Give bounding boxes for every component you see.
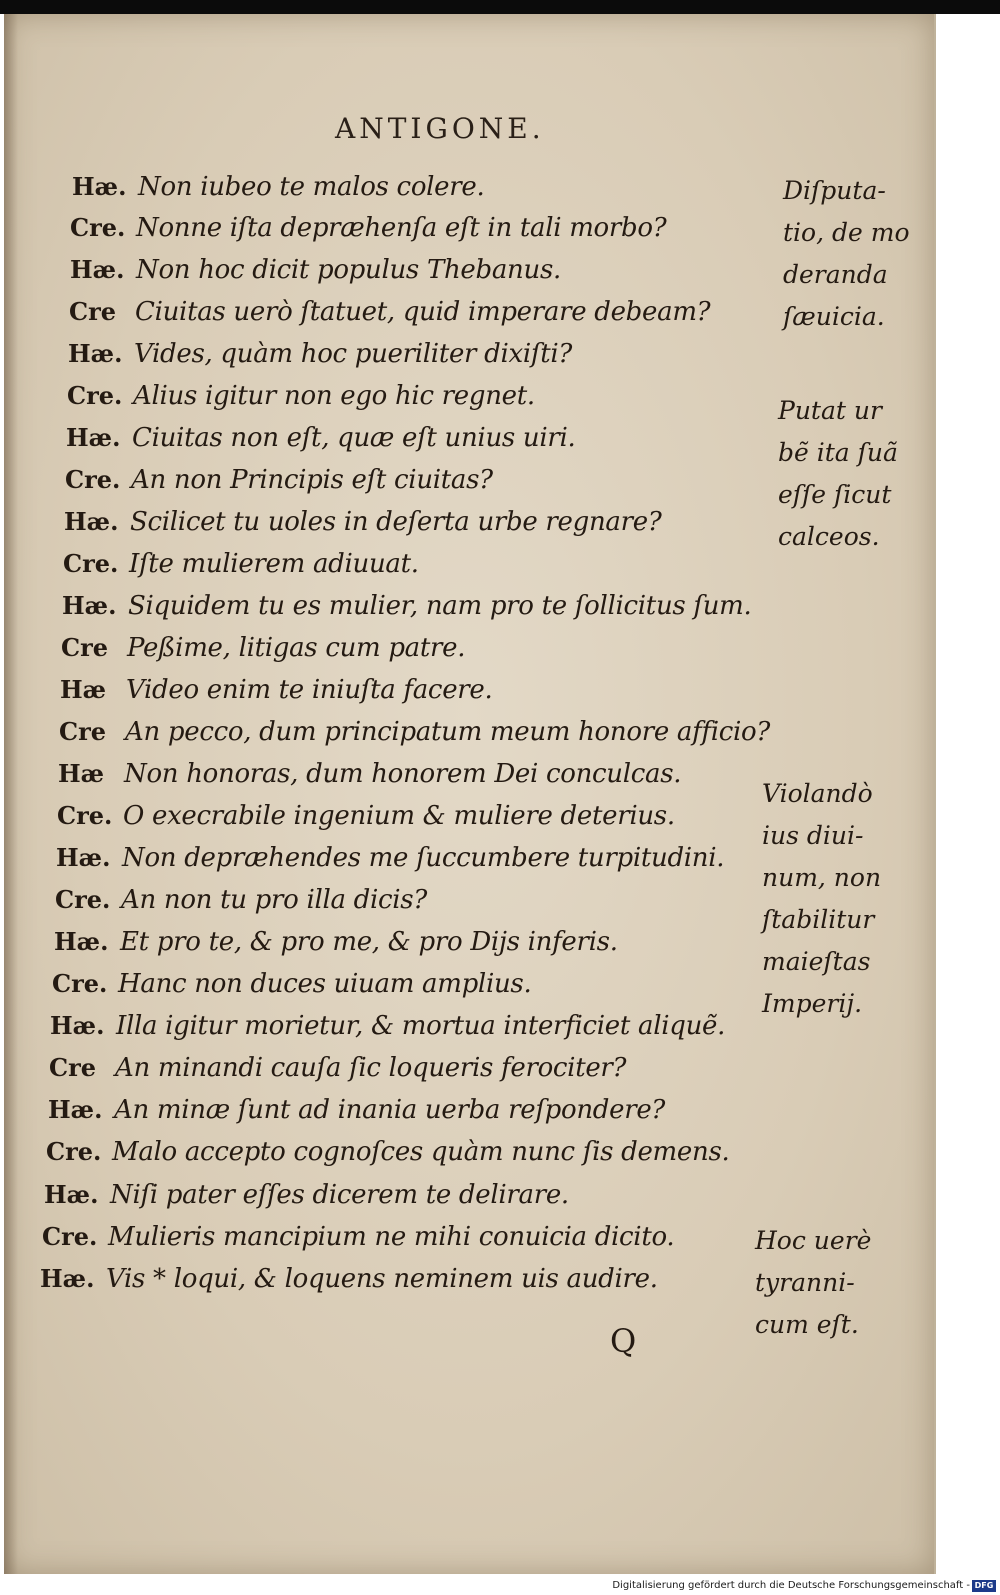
verse-text: Non depræhendes me ſuccumbere turpitudini. xyxy=(122,843,725,873)
verse-text: Nonne iſta depræhenſa eſt in tali morbo? xyxy=(136,213,667,243)
verse-text: O execrabile ingenium & muliere deterius. xyxy=(123,801,675,831)
note-line: deranda xyxy=(783,260,888,289)
speaker-label: Cre xyxy=(59,717,107,746)
speaker-label: Hæ. xyxy=(70,255,125,284)
verse-text: Malo accepto cognoſces quàm nunc ſis demens. xyxy=(112,1137,730,1167)
dialogue-line xyxy=(64,507,661,537)
note-line: Putat ur xyxy=(778,396,882,425)
dialogue-line xyxy=(63,549,419,579)
note-line: bẽ ita ſuã xyxy=(778,438,898,467)
verse-text: Video enim te iniuſta facere. xyxy=(126,675,493,705)
verse-text: An minandi cauſa ſic loqueris ferociter? xyxy=(115,1053,627,1083)
dialogue-line xyxy=(58,759,681,789)
verse-text: Peßime, litigas cum patre. xyxy=(127,633,466,663)
note-line: calceos. xyxy=(778,522,880,551)
marginal-note xyxy=(762,773,881,1025)
speaker-label: Hæ. xyxy=(44,1180,99,1209)
speaker-label: Hæ. xyxy=(48,1095,103,1124)
running-head: ANTIGONE. xyxy=(335,112,545,145)
dialogue-line xyxy=(70,213,666,243)
dialogue-line xyxy=(59,717,770,747)
verse-text: Non hoc dicit populus Thebanus. xyxy=(136,255,561,285)
speaker-label: Cre. xyxy=(42,1222,98,1251)
speaker-label: Cre. xyxy=(63,549,119,578)
note-line: Imperij. xyxy=(762,989,863,1018)
dialogue-line xyxy=(65,465,493,495)
speaker-label: Hæ. xyxy=(40,1264,95,1293)
note-line: Hoc uerè xyxy=(755,1226,872,1255)
note-line: Diſputa- xyxy=(783,176,886,205)
verse-text: Et pro te, & pro me, & pro Dijs inferis. xyxy=(120,927,618,957)
speaker-label: Cre. xyxy=(67,381,123,410)
speaker-label: Cre. xyxy=(55,885,111,914)
note-line: ſæuicia. xyxy=(783,302,885,331)
speaker-label: Cre. xyxy=(52,969,108,998)
verse-text: Vis * loqui, & loquens neminem uis audire. xyxy=(106,1264,658,1294)
dialogue-line xyxy=(50,1011,725,1041)
verse-text: Non honoras, dum honorem Dei conculcas. xyxy=(124,759,682,789)
verse-text: Scilicet tu uoles in deſerta urbe regnare? xyxy=(130,507,662,537)
dialogue-line xyxy=(62,591,752,621)
dialogue-line xyxy=(52,969,531,999)
verse-text: Iſte mulierem adiuuat. xyxy=(129,549,419,579)
dialogue-line xyxy=(66,423,575,453)
speaker-label: Hæ xyxy=(58,759,105,788)
marginal-note xyxy=(755,1220,871,1346)
dialogue-line xyxy=(57,801,675,831)
speaker-label: Hæ. xyxy=(64,507,119,536)
speaker-label: Hæ. xyxy=(50,1011,105,1040)
speaker-label: Cre xyxy=(49,1053,97,1082)
verse-text: An pecco, dum principatum meum honore afficio? xyxy=(125,717,771,747)
digitization-credit: Digitalisierung gefördert durch die Deutsche Forschungsgemeinschaft - xyxy=(612,1580,970,1591)
dialogue-line xyxy=(55,885,427,915)
speaker-label: Cre xyxy=(61,633,109,662)
verse-text: Ciuitas non eſt, quæ eſt unius uiri. xyxy=(132,423,576,453)
note-line: tio, de mo xyxy=(783,218,910,247)
note-line: ius diui- xyxy=(762,821,864,850)
note-line: eſſe ſicut xyxy=(778,480,892,509)
dialogue-line xyxy=(70,255,561,285)
note-line: ſtabilitur xyxy=(762,905,875,934)
dialogue-line xyxy=(42,1222,674,1252)
verse-text: Vides, quàm hoc pueriliter dixiſti? xyxy=(134,339,573,369)
marginal-note xyxy=(783,170,910,338)
speaker-label: Hæ. xyxy=(66,423,121,452)
dialogue-line xyxy=(40,1264,658,1294)
speaker-label: Hæ. xyxy=(54,927,109,956)
verse-text: Mulieris mancipium ne mihi conuicia dicito. xyxy=(108,1222,675,1252)
verse-text: Siquidem tu es mulier, nam pro te ſollicitus ſum. xyxy=(128,591,752,621)
note-line: maieſtas xyxy=(762,947,871,976)
dialogue-line xyxy=(54,927,618,957)
verse-text: An minæ ſunt ad inania uerba reſpondere? xyxy=(114,1095,666,1125)
note-line: Violandò xyxy=(762,779,873,808)
speaker-label: Cre xyxy=(69,297,117,326)
speaker-label: Hæ. xyxy=(62,591,117,620)
verse-text: Alius igitur non ego hic regnet. xyxy=(133,381,535,411)
verse-text: Non iubeo te malos colere. xyxy=(138,172,485,202)
speaker-label: Hæ. xyxy=(72,172,127,201)
dialogue-line xyxy=(67,381,535,411)
speaker-label: Cre. xyxy=(46,1137,102,1166)
verse-text: An non tu pro illa dicis? xyxy=(121,885,427,915)
dialogue-line xyxy=(60,675,492,705)
verse-text: Hanc non duces uiuam amplius. xyxy=(118,969,532,999)
speaker-label: Cre. xyxy=(70,213,126,242)
dialogue-line xyxy=(44,1180,569,1210)
speaker-label: Hæ xyxy=(60,675,107,704)
marginal-note xyxy=(778,390,898,558)
note-line: num, non xyxy=(762,863,882,892)
verse-text: Ciuitas uerò ſtatuet, quid imperare debeam? xyxy=(135,297,711,327)
dialogue-line xyxy=(68,339,572,369)
dialogue-line xyxy=(49,1053,626,1083)
speaker-label: Cre. xyxy=(65,465,121,494)
dialogue-line xyxy=(56,843,724,873)
speaker-label: Hæ. xyxy=(56,843,111,872)
note-line: tyranni- xyxy=(755,1268,855,1297)
verse-text: Illa igitur morietur, & mortua interficiet aliquẽ. xyxy=(116,1011,726,1041)
note-line: cum eſt. xyxy=(755,1310,859,1339)
dialogue-line xyxy=(69,297,710,327)
verse-text: An non Principis eſt ciuitas? xyxy=(131,465,493,495)
verse-text: Niſi pater eſſes dicerem te delirare. xyxy=(110,1180,569,1210)
speaker-label: Cre. xyxy=(57,801,113,830)
signature-mark: Q xyxy=(610,1322,637,1360)
dialogue-line xyxy=(61,633,465,663)
dialogue-line xyxy=(48,1095,665,1125)
dialogue-line xyxy=(46,1137,729,1167)
dialogue-line xyxy=(72,172,484,202)
speaker-label: Hæ. xyxy=(68,339,123,368)
dfg-logo-icon: DFG xyxy=(972,1580,996,1592)
